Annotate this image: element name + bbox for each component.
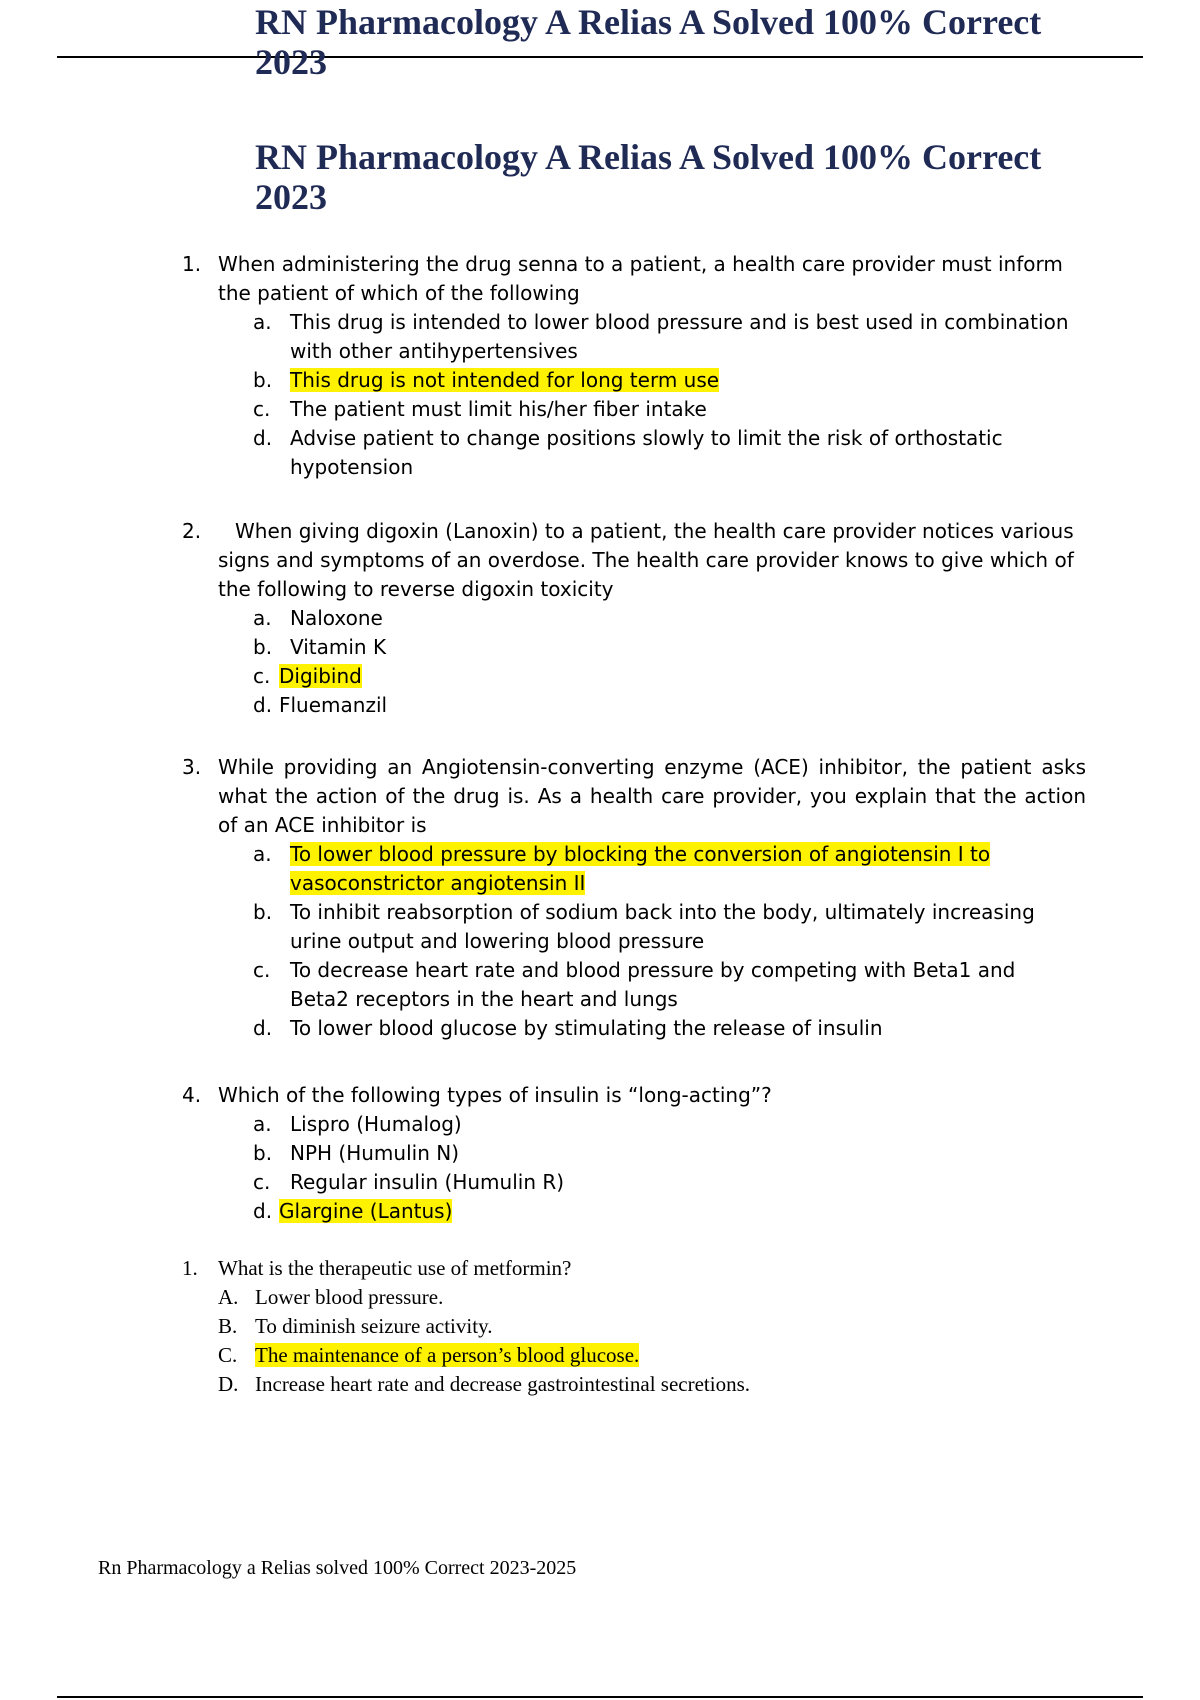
option-text: NPH (Humulin N) — [290, 1141, 460, 1165]
option-letter: d. — [253, 693, 273, 717]
question-number: 2. — [182, 519, 202, 543]
footer-rule — [57, 1696, 1143, 1698]
option-text: Lispro (Humalog) — [290, 1112, 462, 1136]
question-text: When giving digoxin (Lanoxin) to a patient, the health care provider notices various signs and symptoms of an overdose. The health care provider knows to give which of the following to reverse digoxin toxicity — [218, 519, 1074, 601]
option-a — [0, 604, 1080, 633]
option-letter: b. — [253, 635, 273, 659]
question-5 — [0, 1254, 1200, 1399]
option-letter: c. — [253, 397, 271, 421]
option-letter: c. — [253, 1170, 271, 1194]
highlighted-answer: To lower blood pressure by blocking the conversion of angiotensin I to vasoconstrictor angiotensin II — [290, 842, 991, 895]
option-text: This drug is intended to lower blood pressure and is best used in combination with other antihypertensives — [290, 310, 1069, 363]
option-b — [0, 898, 1080, 956]
option-letter: b. — [253, 1141, 273, 1165]
option-text: Naloxone — [290, 606, 383, 630]
question-number: 3. — [182, 755, 202, 779]
question-number: 4. — [182, 1083, 202, 1107]
option-letter: a. — [253, 606, 272, 630]
option-text: The patient must limit his/her fiber intake — [290, 397, 707, 421]
option-text: To lower blood glucose by stimulating the release of insulin — [290, 1016, 883, 1040]
question-2 — [0, 517, 1200, 720]
footer-text: Rn Pharmacology a Relias solved 100% Correct 2023-2025 — [98, 1557, 577, 1579]
option-letter: b. — [253, 900, 273, 924]
option-letter: B. — [218, 1314, 238, 1338]
question-text: Which of the following types of insulin is “long-acting”? — [218, 1083, 772, 1107]
option-b — [0, 1312, 1045, 1341]
option-c-correct — [0, 662, 1079, 691]
option-text: To inhibit reabsorption of sodium back into the body, ultimately increasing urine output and lowering blood pressure — [290, 900, 1035, 953]
option-letter: d. — [253, 426, 273, 450]
option-letter: C. — [218, 1343, 238, 1367]
question-1 — [0, 250, 1200, 482]
option-a — [0, 1110, 1080, 1139]
option-d — [0, 1370, 1045, 1399]
option-letter: a. — [253, 842, 272, 866]
option-c — [0, 1168, 1080, 1197]
option-text: Vitamin K — [290, 635, 387, 659]
option-text: Lower blood pressure. — [255, 1285, 444, 1309]
highlighted-answer: The maintenance of a person’s blood glucose. — [255, 1343, 640, 1367]
option-letter: d. — [253, 1199, 273, 1223]
highlighted-answer: Glargine (Lantus) — [279, 1199, 453, 1223]
option-text: Advise patient to change positions slowly to limit the risk of orthostatic hypotension — [290, 426, 1003, 479]
question-number: 1. — [182, 252, 202, 276]
option-text: Increase heart rate and decrease gastrointestinal secretions. — [255, 1372, 750, 1396]
question-3 — [0, 753, 1200, 1043]
question-number: 1. — [182, 1256, 198, 1280]
option-letter: D. — [218, 1372, 239, 1396]
option-text: To diminish seizure activity. — [255, 1314, 493, 1338]
question-text: While providing an Angiotensin-converting enzyme (ACE) inhibitor, the patient asks what the action of the drug is. As a health care provider, you explain that the action of an ACE inhibitor is — [218, 755, 1086, 837]
option-d — [0, 424, 1080, 482]
option-b — [0, 1139, 1080, 1168]
option-letter: c. — [253, 664, 271, 688]
question-4 — [0, 1081, 1200, 1226]
option-letter: A. — [218, 1285, 239, 1309]
highlighted-answer: This drug is not intended for long term use — [290, 368, 720, 392]
option-a — [0, 308, 1080, 366]
option-a — [0, 1283, 1045, 1312]
question-text: What is the therapeutic use of metformin? — [218, 1256, 572, 1280]
option-b-correct — [0, 366, 1080, 395]
option-letter: d. — [253, 1016, 273, 1040]
option-letter: c. — [253, 958, 271, 982]
option-c — [0, 956, 1080, 1014]
page-title: RN Pharmacology A Relias A Solved 100% Correct 2023 — [255, 137, 1042, 217]
option-d — [0, 1014, 1080, 1043]
option-letter: a. — [253, 310, 272, 334]
option-text: To decrease heart rate and blood pressure by competing with Beta1 and Beta2 receptors in the heart and lungs — [290, 958, 1016, 1011]
option-text: Fluemanzil — [279, 693, 388, 717]
option-letter: a. — [253, 1112, 272, 1136]
option-a-correct — [0, 840, 1080, 898]
highlighted-answer: Digibind — [279, 664, 362, 688]
option-letter: b. — [253, 368, 273, 392]
option-b — [0, 633, 1080, 662]
running-header-title: RN Pharmacology A Relias A Solved 100% Correct 2023 — [255, 2, 1042, 82]
option-d-correct — [0, 1197, 1079, 1226]
option-d — [0, 691, 1079, 720]
option-c — [0, 395, 1080, 424]
option-text: Regular insulin (Humulin R) — [290, 1170, 565, 1194]
option-c-correct — [0, 1341, 1045, 1370]
question-text: When administering the drug senna to a patient, a health care provider must inform the patient of which of the following — [218, 252, 1063, 305]
